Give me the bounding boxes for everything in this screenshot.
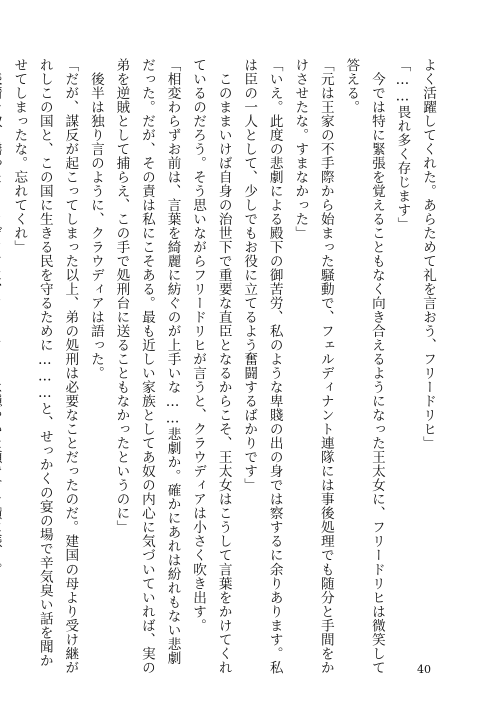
text-line: 弟を逆賊として捕らえ、この手で処刑台に送ることもなかったというのに」 (113, 58, 130, 535)
text-line: 「……畏れ多く存じます」 (394, 58, 411, 231)
text-line: 今では特に緊張を覚えることもなく向き合えるようになった王太女に、フリードリヒは微笑して (368, 58, 385, 675)
text-line (0, 58, 6, 623)
text-line: 後半は独り言のように、クラウディアは語った。 (87, 58, 104, 381)
text-line: ているのだろう。そう思いながらフリードリヒが言うと、クラウディアは小さく吹き出す。 (190, 58, 207, 633)
text-line: は臣の一人として、少しでもお役に立てるよう奮闘するばかりです」 (241, 58, 258, 493)
text-line: 「いえ。此度の悲劇による殿下の御苦労、私のような卑賤の出の身では察するに余りあります。私 (266, 58, 283, 675)
text-line: 「元は王家の不手際から始まった騒動で、フェルディナント連隊には事後処理でも随分と手間をか (317, 58, 334, 675)
text-line: このままいけば自身の治世下で重要な直臣となるからこそ、王太女はこうして言葉をかけてくれ (215, 58, 232, 675)
text-line: だった。だが、その責は私にこそある。最も近しい家族としてあ奴の内心に気づいていれば、実の (138, 58, 155, 675)
text-line: れしこの国と、この国に生きる民を守るために………と、せっかくの宴の場で辛気臭い話を聞か (36, 58, 53, 668)
text-line: 答える。 (343, 58, 360, 115)
text-line: 「相変わらずお前は、言葉を綺麗に紡ぐのが上手いな……悲劇か。確かにあれは紛れもない悲劇 (164, 58, 181, 666)
text-line: 「だが、謀反が起こってしまった以上、弟の処刑は必要なことだったのだ。建国の母より受け継が (62, 58, 79, 675)
text-line: けさせたな。すまなかった」 (292, 58, 309, 241)
text-line: せてしまったな。忘れてくれ」 (11, 58, 28, 255)
page-number: 40 (417, 663, 431, 676)
text-line: よく活躍してくれた。あらためて礼を言おう、フリードリヒ」 (420, 58, 436, 451)
